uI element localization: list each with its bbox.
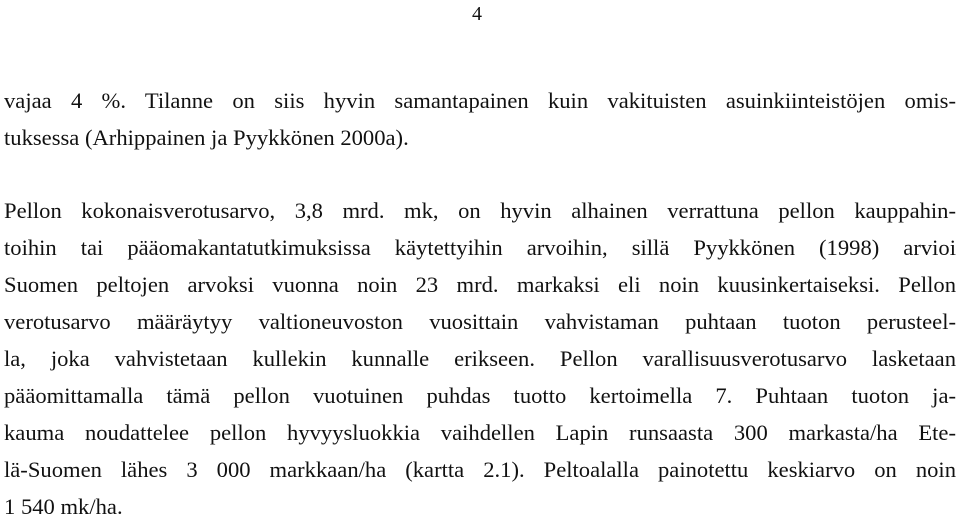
text-line: verotusarvo määräytyy valtioneuvoston vuosittain vahvistaman puhtaan tuoton perusteel- bbox=[4, 309, 956, 334]
text-line: tuksessa (Arhippainen ja Pyykkönen 2000a). bbox=[4, 125, 409, 150]
text-line: pääomittamalla tämä pellon vuotuinen puhdas tuotto kertoimella 7. Puhtaan tuoton ja- bbox=[4, 383, 956, 408]
page-number: 4 bbox=[472, 3, 482, 25]
text-line: lä-Suomen lähes 3 000 markkaan/ha (kartta 2.1). Peltoalalla painotettu keskiarvo on noin bbox=[4, 457, 956, 482]
text-line: kauma noudattelee pellon hyvyysluokkia vaihdellen Lapin runsaasta 300 markasta/ha Ete- bbox=[4, 420, 956, 445]
text-line: Pellon kokonaisverotusarvo, 3,8 mrd. mk, on hyvin alhainen verrattuna pellon kauppahin- bbox=[4, 198, 956, 223]
text-line: 1 540 mk/ha. bbox=[4, 494, 123, 519]
text-line: vajaa 4 %. Tilanne on siis hyvin samantapainen kuin vakituisten asuinkiinteistöjen omis- bbox=[4, 88, 956, 113]
text-line: la, joka vahvistetaan kullekin kunnalle erikseen. Pellon varallisuusverotusarvo lasketaan bbox=[4, 346, 956, 371]
text-line: Suomen peltojen arvoksi vuonna noin 23 mrd. markaksi eli noin kuusinkertaiseksi. Pellon bbox=[4, 272, 956, 297]
text-line: toihin tai pääomakantatutkimuksissa käytettyihin arvoihin, sillä Pyykkönen (1998) arvioi bbox=[4, 235, 956, 260]
